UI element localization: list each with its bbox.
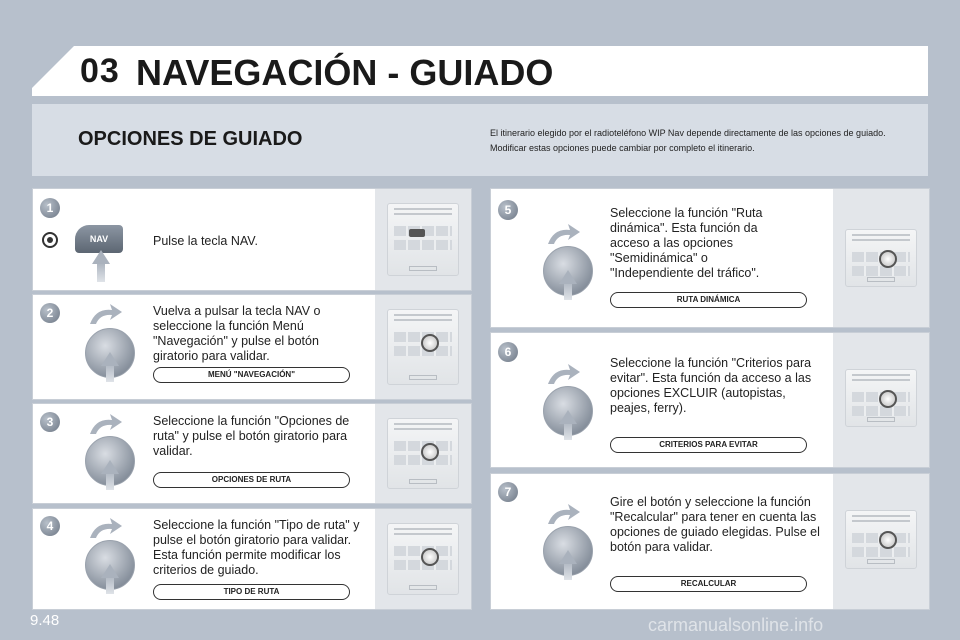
step-badge-4: 4 [40,516,60,536]
step-text-2: Vuelva a pulsar la tecla NAV o seleccione la función Menú "Navegación" y pulse el botón giratorio para validar. [153,304,321,363]
menu-label-2: MENÚ "NAVEGACIÓN" [153,367,350,383]
step-text-6: Seleccione la función "Criterios para evitar". Esta función da acceso a las opciones EXCLUIR (autopistas, peajes, ferry). [610,356,812,415]
watermark: carmanualsonline.info [648,615,824,635]
radio-panel-photo [833,474,929,609]
intro-line-2: Modificar estas opciones puede cambiar por completo el itinerario. [490,143,755,153]
step-text-1: Pulse la tecla NAV. [153,234,258,248]
radio-panel-photo [833,333,929,467]
step-badge-5: 5 [498,200,518,220]
menu-label-5: RUTA DINÁMICA [610,292,807,308]
radio-panel [845,229,917,287]
rotate-arrow-icon [86,412,126,436]
press-arrow-icon [92,250,110,264]
radio-panel [387,418,459,489]
rotate-arrow-icon [544,222,584,246]
intro-text [490,126,920,156]
step-badge-1: 1 [40,198,60,218]
rotary-knob-highlight [879,250,897,268]
step-badge-6: 6 [498,342,518,362]
menu-label-7: RECALCULAR [610,576,807,592]
step-badge-3: 3 [40,412,60,432]
step-badge-7: 7 [498,482,518,502]
press-arrow-icon [101,564,119,578]
radio-panel-photo [375,509,471,609]
rotate-arrow-icon [544,502,584,526]
press-arrow-icon [559,410,577,424]
rotary-knob-highlight [421,548,439,566]
step-badge-2: 2 [40,303,60,323]
menu-label-4: TIPO DE RUTA [153,584,350,600]
settings-icon [42,232,58,248]
step-text-4: Seleccione la función "Tipo de ruta" y pulse el botón giratorio para validar. Esta función permite modificar los criterios de guiado. [153,518,360,577]
page-title: NAVEGACIÓN - GUIADO [136,52,554,93]
radio-panel-photo [375,404,471,503]
step-text-5: Seleccione la función "Ruta dinámica". Esta función da acceso a las opciones "Semidinámica" o "Independiente del tráfico". [610,206,763,280]
press-arrow-icon [101,352,119,366]
nav-key-highlight [409,229,425,237]
radio-panel [387,523,459,595]
step-text-3: Seleccione la función "Opciones de ruta" y pulse el botón giratorio para validar. [153,414,350,458]
page-number: 9.48 [30,612,60,629]
step-text-7: Gire el botón y seleccione la función "Recalcular" para tener en cuenta las opciones de guiado elegidas. Pulse el botón para validar. [610,495,820,554]
press-arrow-icon [559,550,577,564]
intro-line-1: El itinerario elegido por el radioteléfono WIP Nav depende directamente de las opciones de guiado. [490,128,886,138]
nav-key-icon: NAV [75,225,123,253]
menu-label-3: OPCIONES DE RUTA [153,472,350,488]
radio-panel-photo [375,189,471,290]
rotary-knob-highlight [879,390,897,408]
press-arrow-icon [559,270,577,284]
radio-panel-photo [375,295,471,399]
press-arrow-stem [97,262,105,282]
radio-panel [845,369,917,427]
radio-panel-photo [833,189,929,327]
rotary-knob-highlight [421,334,439,352]
radio-panel [845,510,917,569]
menu-label-6: CRITERIOS PARA EVITAR [610,437,807,453]
press-arrow-icon [101,460,119,474]
rotate-arrow-icon [86,302,126,326]
radio-panel [387,203,459,276]
rotary-knob-highlight [879,531,897,549]
section-title: OPCIONES DE GUIADO [78,128,303,150]
rotate-arrow-icon [544,362,584,386]
radio-panel [387,309,459,385]
chapter-number: 03 [80,52,120,90]
rotate-arrow-icon [86,516,126,540]
rotary-knob-highlight [421,443,439,461]
